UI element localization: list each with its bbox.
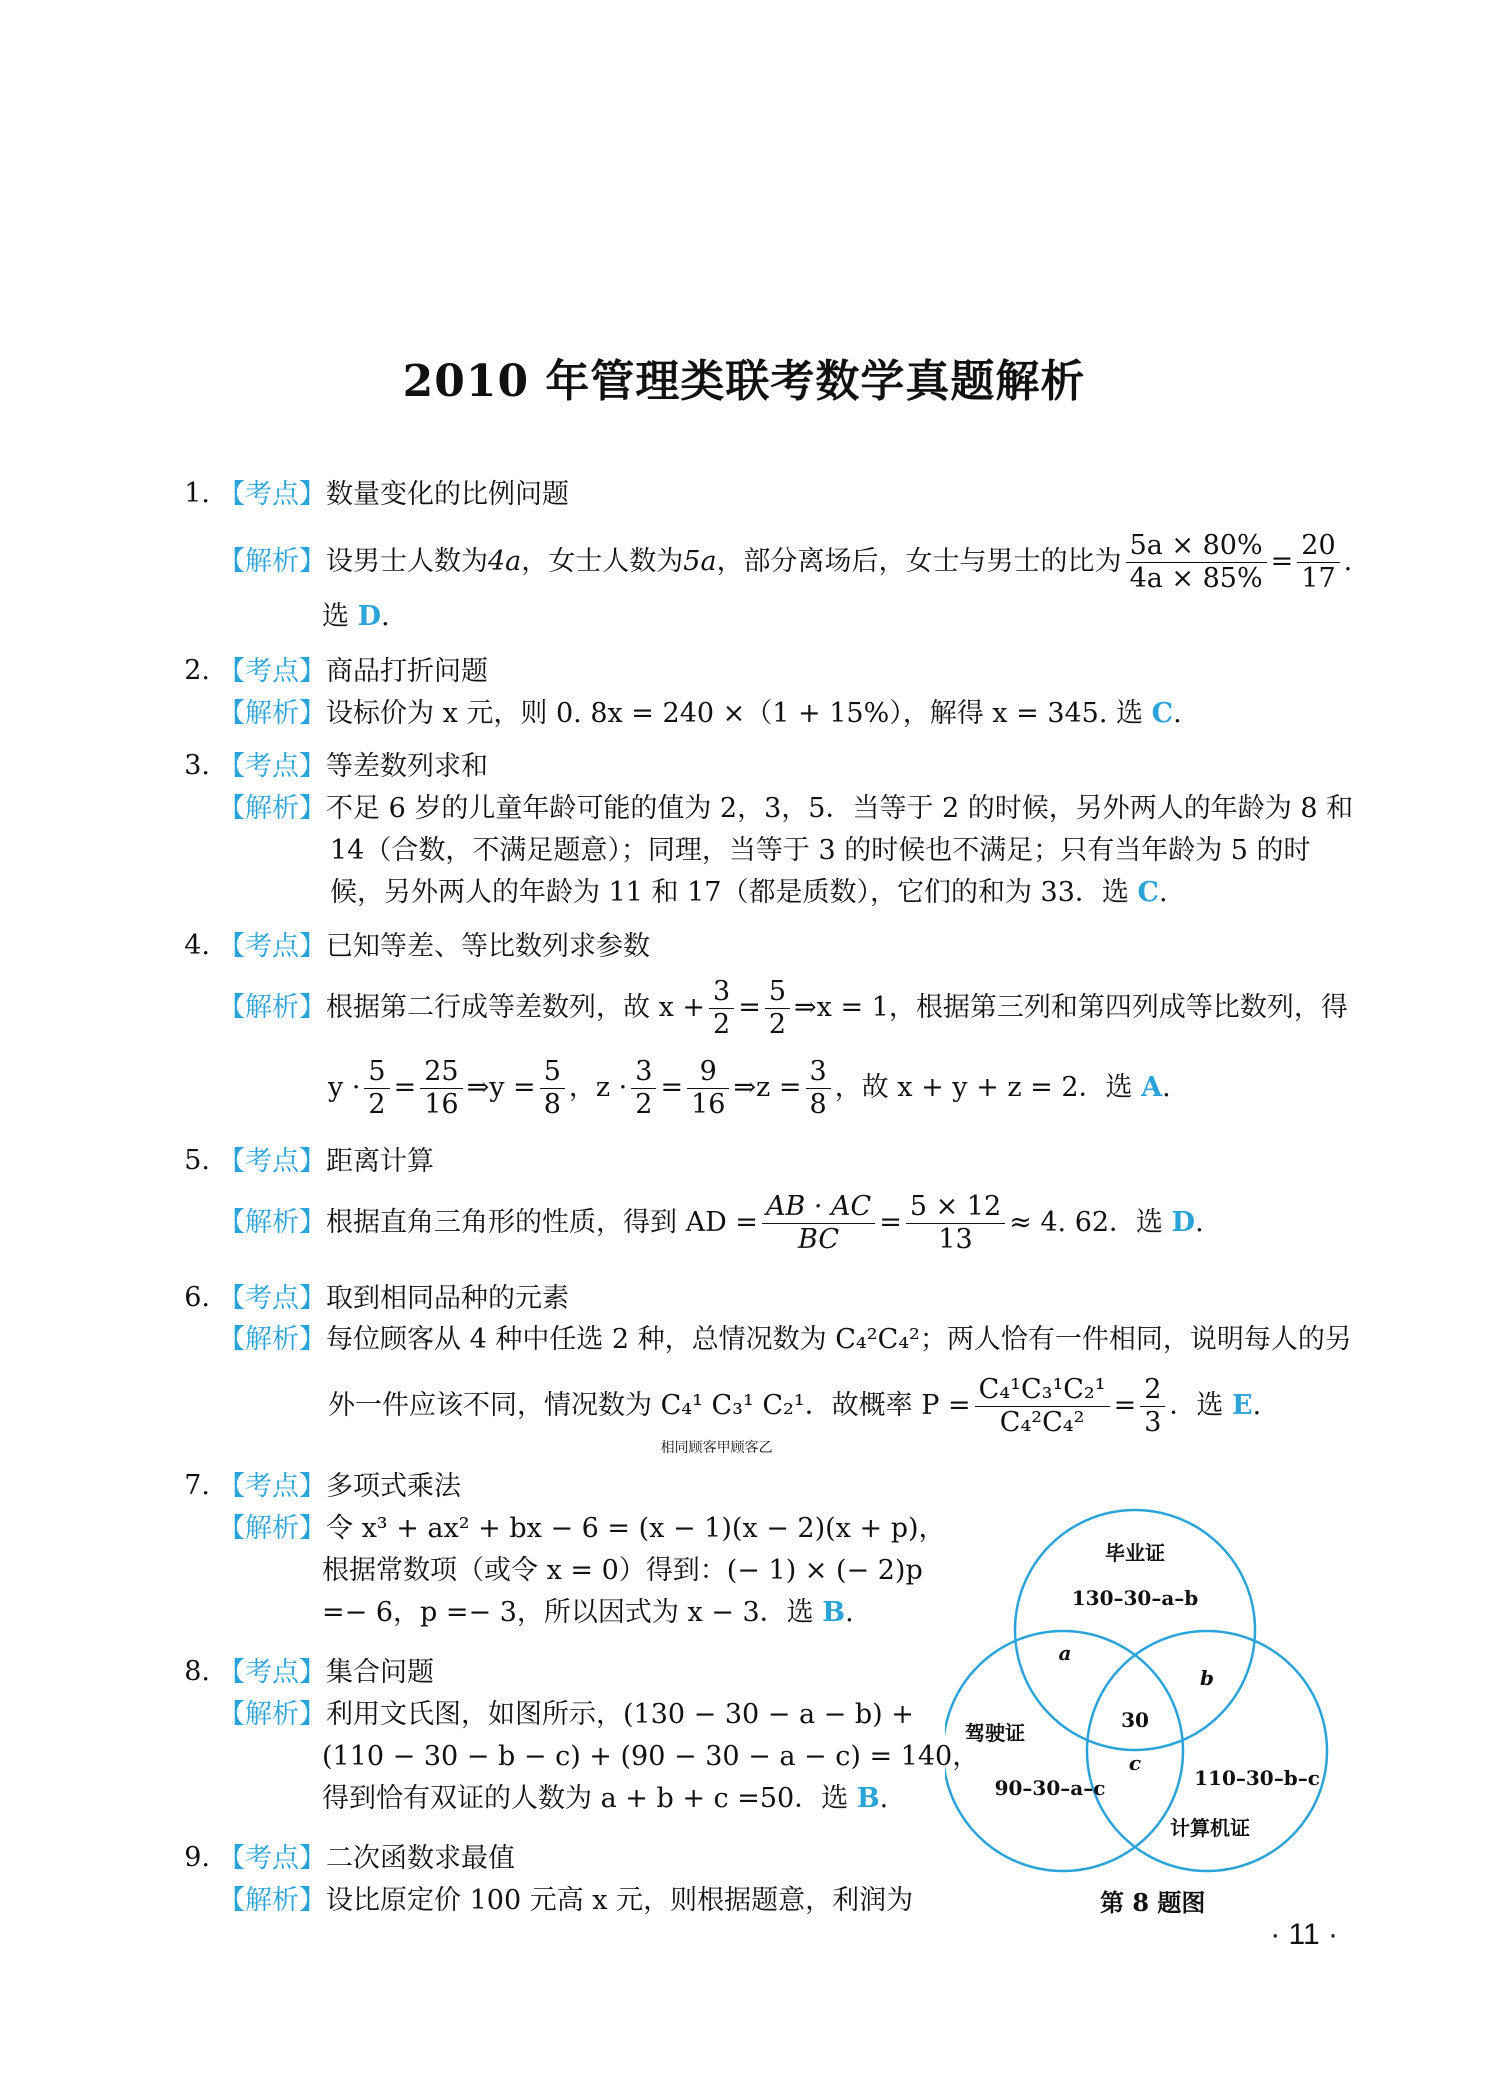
q2-answer: C — [1151, 698, 1174, 729]
q6-frac — [975, 1374, 1110, 1439]
q5-analysis — [218, 1187, 1204, 1259]
numerator: 5a × 80% — [1126, 530, 1267, 563]
q8-analysis-1 — [218, 1698, 914, 1732]
q6-text: ．选 — [1169, 1390, 1232, 1421]
q2-topic-line — [218, 655, 488, 689]
q8-analysis-3 — [322, 1782, 888, 1816]
page-title: 2010 年管理类联考数学真题解析 — [402, 356, 1086, 407]
kaodian-tag: 【考点】 — [218, 1146, 326, 1177]
q1-var: 5a — [683, 546, 717, 577]
figure-caption: 第 8 题图 — [1100, 1888, 1206, 1917]
jiexi-tag: 【解析】 — [218, 992, 326, 1023]
kaodian-tag: 【考点】 — [218, 479, 326, 510]
q1-analysis — [218, 522, 1352, 602]
q5-frac — [906, 1191, 1005, 1256]
numerator: 3 — [709, 976, 734, 1009]
venn-center: 30 — [1121, 1708, 1149, 1732]
dot: . — [845, 1597, 854, 1628]
dot: . — [381, 601, 390, 632]
q4-text: y · — [328, 1072, 361, 1103]
q8-analysis-2: (110 − 30 − b − c) + (90 − 30 − a − c) = 140， — [322, 1741, 980, 1772]
q1-answer-line — [322, 600, 390, 634]
select-text: 选 — [322, 601, 349, 632]
kaodian-tag: 【考点】 — [218, 751, 326, 782]
q7-analysis-3 — [322, 1596, 854, 1630]
q2-number: 2. — [184, 655, 210, 686]
venn-circle-driver — [945, 1631, 1183, 1871]
q4-text: = — [393, 1072, 417, 1103]
q4-frac — [631, 1056, 656, 1121]
q7-topic-line — [218, 1470, 461, 1504]
venn-top-expr: 130–30–a–b — [1071, 1586, 1199, 1610]
q1-answer: D — [357, 601, 382, 632]
venn-right-label: 计算机证 — [1170, 1816, 1250, 1840]
q8-topic-line — [218, 1656, 434, 1690]
q1-result-fraction — [1297, 530, 1339, 595]
venn-c: c — [1128, 1751, 1142, 1775]
numerator: AB · AC — [762, 1191, 875, 1224]
jiexi-tag: 【解析】 — [218, 698, 326, 729]
numerator: 20 — [1297, 530, 1339, 563]
numerator: C₄¹C₃¹C₂¹ — [975, 1374, 1110, 1407]
denominator: 16 — [691, 1089, 726, 1120]
q1-topic: 数量变化的比例问题 — [326, 479, 569, 510]
q5-text: = — [879, 1207, 902, 1238]
venn-left-label: 驾驶证 — [965, 1721, 1025, 1745]
kaodian-tag: 【考点】 — [218, 931, 326, 962]
q9-number: 9. — [184, 1842, 210, 1873]
q6-topic-line — [218, 1282, 569, 1316]
q4-text: ，故 x + y + z = 2．选 — [834, 1072, 1142, 1103]
venn-left-expr: 90–30–a–c — [994, 1776, 1106, 1800]
q6-analysis-1 — [218, 1323, 1352, 1357]
q7-answer: B — [822, 1597, 846, 1628]
q6-answer: E — [1231, 1390, 1253, 1421]
numerator: 5 — [765, 976, 790, 1009]
q6-number: 6. — [184, 1282, 210, 1313]
dot: . — [1158, 877, 1168, 908]
q3-analysis-2: 14（合数，不满足题意）；同理，当等于 3 的时候也不满足；只有当年龄为 5 的时 — [330, 835, 1311, 866]
q4-text: = — [738, 992, 761, 1023]
q4-frac — [540, 1056, 565, 1121]
q4-text: 根据第二行成等差数列，故 x + — [326, 992, 706, 1023]
q4-frac — [709, 976, 734, 1041]
venn-top-label: 毕业证 — [1105, 1541, 1165, 1565]
q3-analysis-1 — [218, 792, 1353, 826]
q4-frac — [806, 1056, 831, 1121]
numerator: 3 — [631, 1056, 656, 1089]
q4-frac — [687, 1056, 729, 1121]
q4-text: = — [660, 1072, 684, 1103]
kaodian-tag: 【考点】 — [218, 1657, 326, 1688]
q3-answer: C — [1137, 877, 1159, 908]
q2-analysis — [218, 697, 1182, 731]
q5-topic-line — [218, 1145, 434, 1179]
q6-text: 外一件应该不同，情况数为 — [328, 1390, 652, 1421]
jiexi-tag: 【解析】 — [218, 1699, 326, 1730]
denominator: C₄²C₄² — [999, 1407, 1085, 1438]
dot: . — [1162, 1072, 1171, 1103]
q7-text: 令 x³ + ax² + bx − 6 = (x − 1)(x − 2)(x + p)， — [326, 1513, 946, 1544]
q2-text: 设标价为 x 元，则 0. 8x = 240 ×（1 + 15%），解得 x = 345. 选 — [326, 698, 1152, 729]
denominator: 4a × 85% — [1129, 563, 1263, 594]
q4-number: 4. — [184, 930, 210, 961]
q1-text: ，女士人数为 — [521, 546, 684, 577]
q6-text: 每位顾客从 4 种中任选 2 种，总情况数为 C₄²C₄²；两人恰有一件相同，说明每人的另 — [326, 1324, 1352, 1355]
q4-text: ⇒z = — [733, 1072, 802, 1103]
q3-text: 候，另外两人的年龄为 11 和 17（都是质数），它们的和为 33．选 — [330, 877, 1138, 908]
numerator: 9 — [687, 1056, 729, 1089]
q6-topic: 取到相同品种的元素 — [326, 1283, 569, 1314]
jiexi-tag: 【解析】 — [218, 546, 326, 577]
numerator: 25 — [420, 1056, 462, 1089]
q3-number: 3. — [184, 750, 210, 781]
jiexi-tag: 【解析】 — [218, 1885, 326, 1916]
jiexi-tag: 【解析】 — [218, 1207, 326, 1238]
q6-text: = — [1113, 1390, 1137, 1421]
jiexi-tag: 【解析】 — [218, 1324, 326, 1355]
q6-combination — [660, 1370, 805, 1456]
kaodian-tag: 【考点】 — [218, 1471, 326, 1502]
denominator: 17 — [1301, 563, 1336, 594]
q6-frac — [1140, 1374, 1165, 1439]
kaodian-tag: 【考点】 — [218, 656, 326, 687]
q4-topic: 已知等差、等比数列求参数 — [326, 931, 650, 962]
q4-text: ⇒y = — [466, 1072, 536, 1103]
venn-diagram — [945, 1505, 1345, 1875]
denominator: 2 — [768, 1009, 787, 1040]
q5-answer: D — [1171, 1207, 1196, 1238]
q7-analysis-1 — [218, 1512, 946, 1546]
q3-text: 不足 6 岁的儿童年龄可能的值为 2，3，5．当等于 2 的时候，另外两人的年龄为 8 和 — [326, 793, 1354, 824]
q4-topic-line — [218, 930, 650, 964]
q8-text: 利用文氏图，如图所示，(130 − 30 − a − b) + — [326, 1699, 914, 1730]
q6-analysis-2 — [328, 1370, 1262, 1456]
q4-analysis-2 — [328, 1052, 1171, 1124]
q8-topic: 集合问题 — [326, 1657, 434, 1688]
page-number: · 11 · — [1270, 1918, 1338, 1951]
q3-analysis-3 — [330, 876, 1168, 910]
q1-eq: = — [1270, 546, 1294, 577]
denominator: 8 — [543, 1089, 561, 1120]
denominator: 2 — [635, 1089, 653, 1120]
q4-analysis-1 — [218, 972, 1348, 1044]
q8-answer: B — [856, 1783, 880, 1814]
numerator: 5 — [540, 1056, 565, 1089]
jiexi-tag: 【解析】 — [218, 793, 326, 824]
q7-analysis-2: 根据常数项（或令 x = 0）得到：(− 1) × (− 2)p — [322, 1555, 923, 1586]
q4-frac — [364, 1056, 389, 1121]
q9-text: 设比原定价 100 元高 x 元，则根据题意，利润为 — [326, 1885, 914, 1916]
dot: . — [1195, 1207, 1204, 1238]
q1-fraction — [1126, 530, 1267, 595]
q2-topic: 商品打折问题 — [326, 656, 488, 687]
denominator: 16 — [424, 1089, 459, 1120]
denominator: 3 — [1144, 1407, 1162, 1438]
denominator: 13 — [938, 1224, 973, 1255]
venn-right-expr: 110–30–b–c — [1194, 1766, 1320, 1790]
combo-text: C₄¹ C₃¹ C₂¹ — [660, 1390, 805, 1421]
q4-text: ，z · — [568, 1072, 628, 1103]
q7-text: =− 6，p =− 3，所以因式为 x − 3．选 — [322, 1597, 823, 1628]
q7-topic: 多项式乘法 — [326, 1471, 461, 1502]
q4-frac — [420, 1056, 462, 1121]
venn-b: b — [1200, 1666, 1214, 1690]
q1-end: . — [1343, 546, 1353, 577]
dot: . — [879, 1783, 889, 1814]
q4-text: ⇒x = 1，根据第三列和第四列成等比数列，得 — [794, 992, 1348, 1023]
brace-label: 相同顾客甲顾客乙 — [660, 1440, 773, 1456]
q4-frac — [765, 976, 790, 1041]
denominator: 8 — [809, 1089, 827, 1120]
denominator: 2 — [368, 1089, 386, 1120]
numerator: 3 — [806, 1056, 831, 1089]
numerator: 2 — [1140, 1374, 1165, 1407]
dot: . — [1252, 1390, 1262, 1421]
venn-a: a — [1058, 1641, 1072, 1665]
q3-topic: 等差数列求和 — [326, 751, 488, 782]
q1-topic-line — [218, 478, 569, 512]
q5-text: ≈ 4. 62．选 — [1009, 1207, 1172, 1238]
q6-text: ．故概率 P = — [804, 1390, 971, 1421]
denominator: BC — [798, 1224, 840, 1255]
q5-frac — [762, 1191, 875, 1256]
jiexi-tag: 【解析】 — [218, 1513, 326, 1544]
q3-topic-line — [218, 750, 488, 784]
q4-answer: A — [1141, 1072, 1163, 1103]
kaodian-tag: 【考点】 — [218, 1283, 326, 1314]
q1-text: 设男士人数为 — [326, 546, 488, 577]
kaodian-tag: 【考点】 — [218, 1843, 326, 1874]
q1-var: 4a — [488, 546, 522, 577]
denominator: 2 — [713, 1009, 731, 1040]
q9-topic-line — [218, 1842, 515, 1876]
numerator: 5 — [364, 1056, 389, 1089]
q9-topic: 二次函数求最值 — [326, 1843, 515, 1874]
q1-text: ，部分离场后，女士与男士的比为 — [716, 546, 1122, 577]
q5-text: 根据直角三角形的性质，得到 AD = — [326, 1207, 758, 1238]
q1-number: 1. — [184, 478, 210, 509]
dot: . — [1173, 698, 1182, 729]
q5-topic: 距离计算 — [326, 1146, 434, 1177]
q7-number: 7. — [184, 1470, 210, 1501]
numerator: 5 × 12 — [906, 1191, 1005, 1224]
q8-number: 8. — [184, 1656, 210, 1687]
q5-number: 5. — [184, 1145, 210, 1176]
q8-text: 得到恰有双证的人数为 a + b + c =50．选 — [322, 1783, 857, 1814]
q9-analysis-1 — [218, 1884, 913, 1918]
